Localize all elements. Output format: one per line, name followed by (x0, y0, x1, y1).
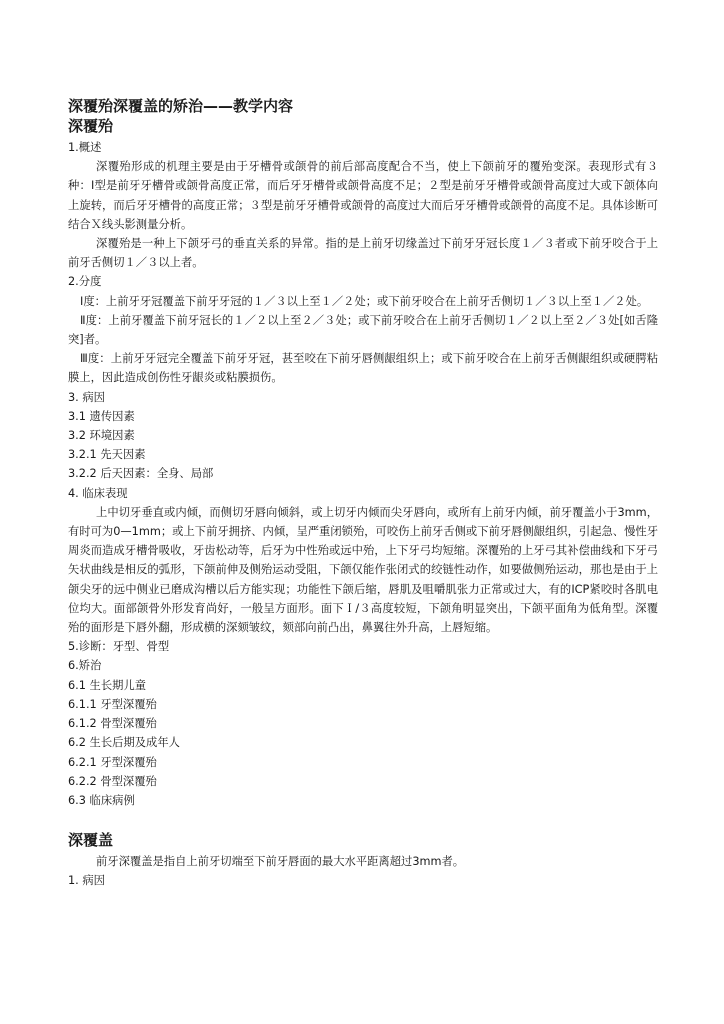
section-heading-deep-overjet: 深覆盖 (68, 831, 114, 850)
document-title: 深覆殆深覆盖的矫治——教学内容 (68, 97, 294, 115)
paragraph-mechanism: 深覆殆形成的机理主要是由于牙槽骨或颌骨的前后部高度配合不当，使上下颌前牙的覆殆变深。表现形式有３种：Ⅰ型是前牙牙槽骨或颌骨高度正常，而后牙牙槽骨或颌骨高度不足；２型是前牙牙槽骨或颌骨高度过大或下颌体向上旋转，而后牙牙槽骨的高度正常；３型是前牙牙槽骨或颌骨的高度过大而后牙牙槽骨或颌骨的高度不足。具体诊断可结合Ｘ线头影测量分析。 (68, 160, 658, 231)
list-item-genetic: 3.1 遗传因素 (68, 409, 135, 423)
paragraph-overjet-definition: 前牙深覆盖是指自上前牙切端至下前牙唇面的最大水平距离超过3mm者。 (96, 855, 465, 869)
subheading-treatment: 6.矫治 (68, 659, 102, 673)
list-item-environment: 3.2 环境因素 (68, 429, 135, 443)
degree-2-text: Ⅱ度：上前牙覆盖下前牙冠长的１／２以上至２／３处；或下前牙咬合在上前牙舌侧切１／２以上至２／３处[如舌隆突]者。 (68, 313, 658, 347)
degree-3-text: Ⅲ度：上前牙牙冠完全覆盖下前牙牙冠，甚至咬在下前牙唇侧龈组织上；或下前牙咬合在上前牙舌侧龈组织或硬腭粘膜上，因此造成创伤性牙龈炎或粘膜损伤。 (68, 352, 658, 385)
section-heading-deep-overbite: 深覆殆 (68, 117, 114, 135)
paragraph-definition: 深覆殆是一种上下颌牙弓的垂直关系的异常。指的是上前牙切缘盖过下前牙牙冠长度１／３者或下前牙咬合于上前牙舌侧切１／３以上者。 (68, 237, 658, 270)
list-item-adults-skeletal: 6.2.2 骨型深覆殆 (68, 774, 157, 788)
list-item-congenital: 3.2.1 先天因素 (68, 448, 146, 462)
subheading-etiology: 3. 病因 (68, 390, 105, 404)
subheading-diagnosis: 5.诊断：牙型、骨型 (68, 640, 170, 654)
list-item-adults: 6.2 生长后期及成年人 (68, 736, 180, 750)
subheading-overview: 1.概述 (68, 141, 102, 154)
list-item-children: 6.1 生长期儿童 (68, 678, 147, 692)
list-item-children-skeletal: 6.1.2 骨型深覆殆 (68, 717, 157, 731)
subheading-degrees: 2.分度 (68, 275, 102, 289)
list-item-acquired: 3.2.2 后天因素：全身、局部 (68, 467, 214, 481)
document-body (68, 96, 658, 891)
list-item-adults-dental: 6.2.1 牙型深覆殆 (68, 755, 157, 769)
list-item-cases: 6.3 临床病例 (68, 793, 135, 807)
paragraph-clinical: 上中切牙垂直或内倾，而侧切牙唇向倾斜，或上切牙内倾而尖牙唇向，或所有上前牙内倾，前牙覆盖小于3mm，有时可为0—1mm；或上下前牙拥挤、内倾，呈严重闭锁殆，可咬伤上前牙舌侧或下前牙唇侧龈组织，引起急、慢性牙周炎而造成牙槽骨吸收，牙齿松动等，后牙为中性殆或远中殆，上下牙弓均短缩。深覆殆的上牙弓其补偿曲线和下牙弓矢状曲线是相反的弧形，下颌前伸及侧殆运动受阻，下颌仅能作张闭式的绞链性动作，如要做侧殆运动，那也是由于上颌尖牙的远中侧业已磨成沟槽以后方能实现；功能性下颌后缩，唇肌及咀嚼肌张力正常或过大，有的ICP紧咬时各肌电位均大。面部颌骨外形发育尚好，一般呈方面形。面下Ｉ/３高度较短，下颌角明显突出，下颌平面角为低角型。深覆殆的面形是下唇外翻，形成横的深颏皱纹，颏部向前凸出，鼻翼往外升高，上唇短缩。 (68, 505, 658, 635)
list-item-children-dental: 6.1.1 牙型深覆殆 (68, 697, 157, 711)
degree-1-text: Ⅰ度：上前牙牙冠覆盖下前牙牙冠的１／３以上至１／２处；或下前牙咬合在上前牙舌侧切１／３以上至１／２处。 (80, 294, 649, 308)
subheading-clinical: 4. 临床表现 (68, 486, 128, 500)
subheading-overjet-etiology: 1. 病因 (68, 874, 105, 888)
